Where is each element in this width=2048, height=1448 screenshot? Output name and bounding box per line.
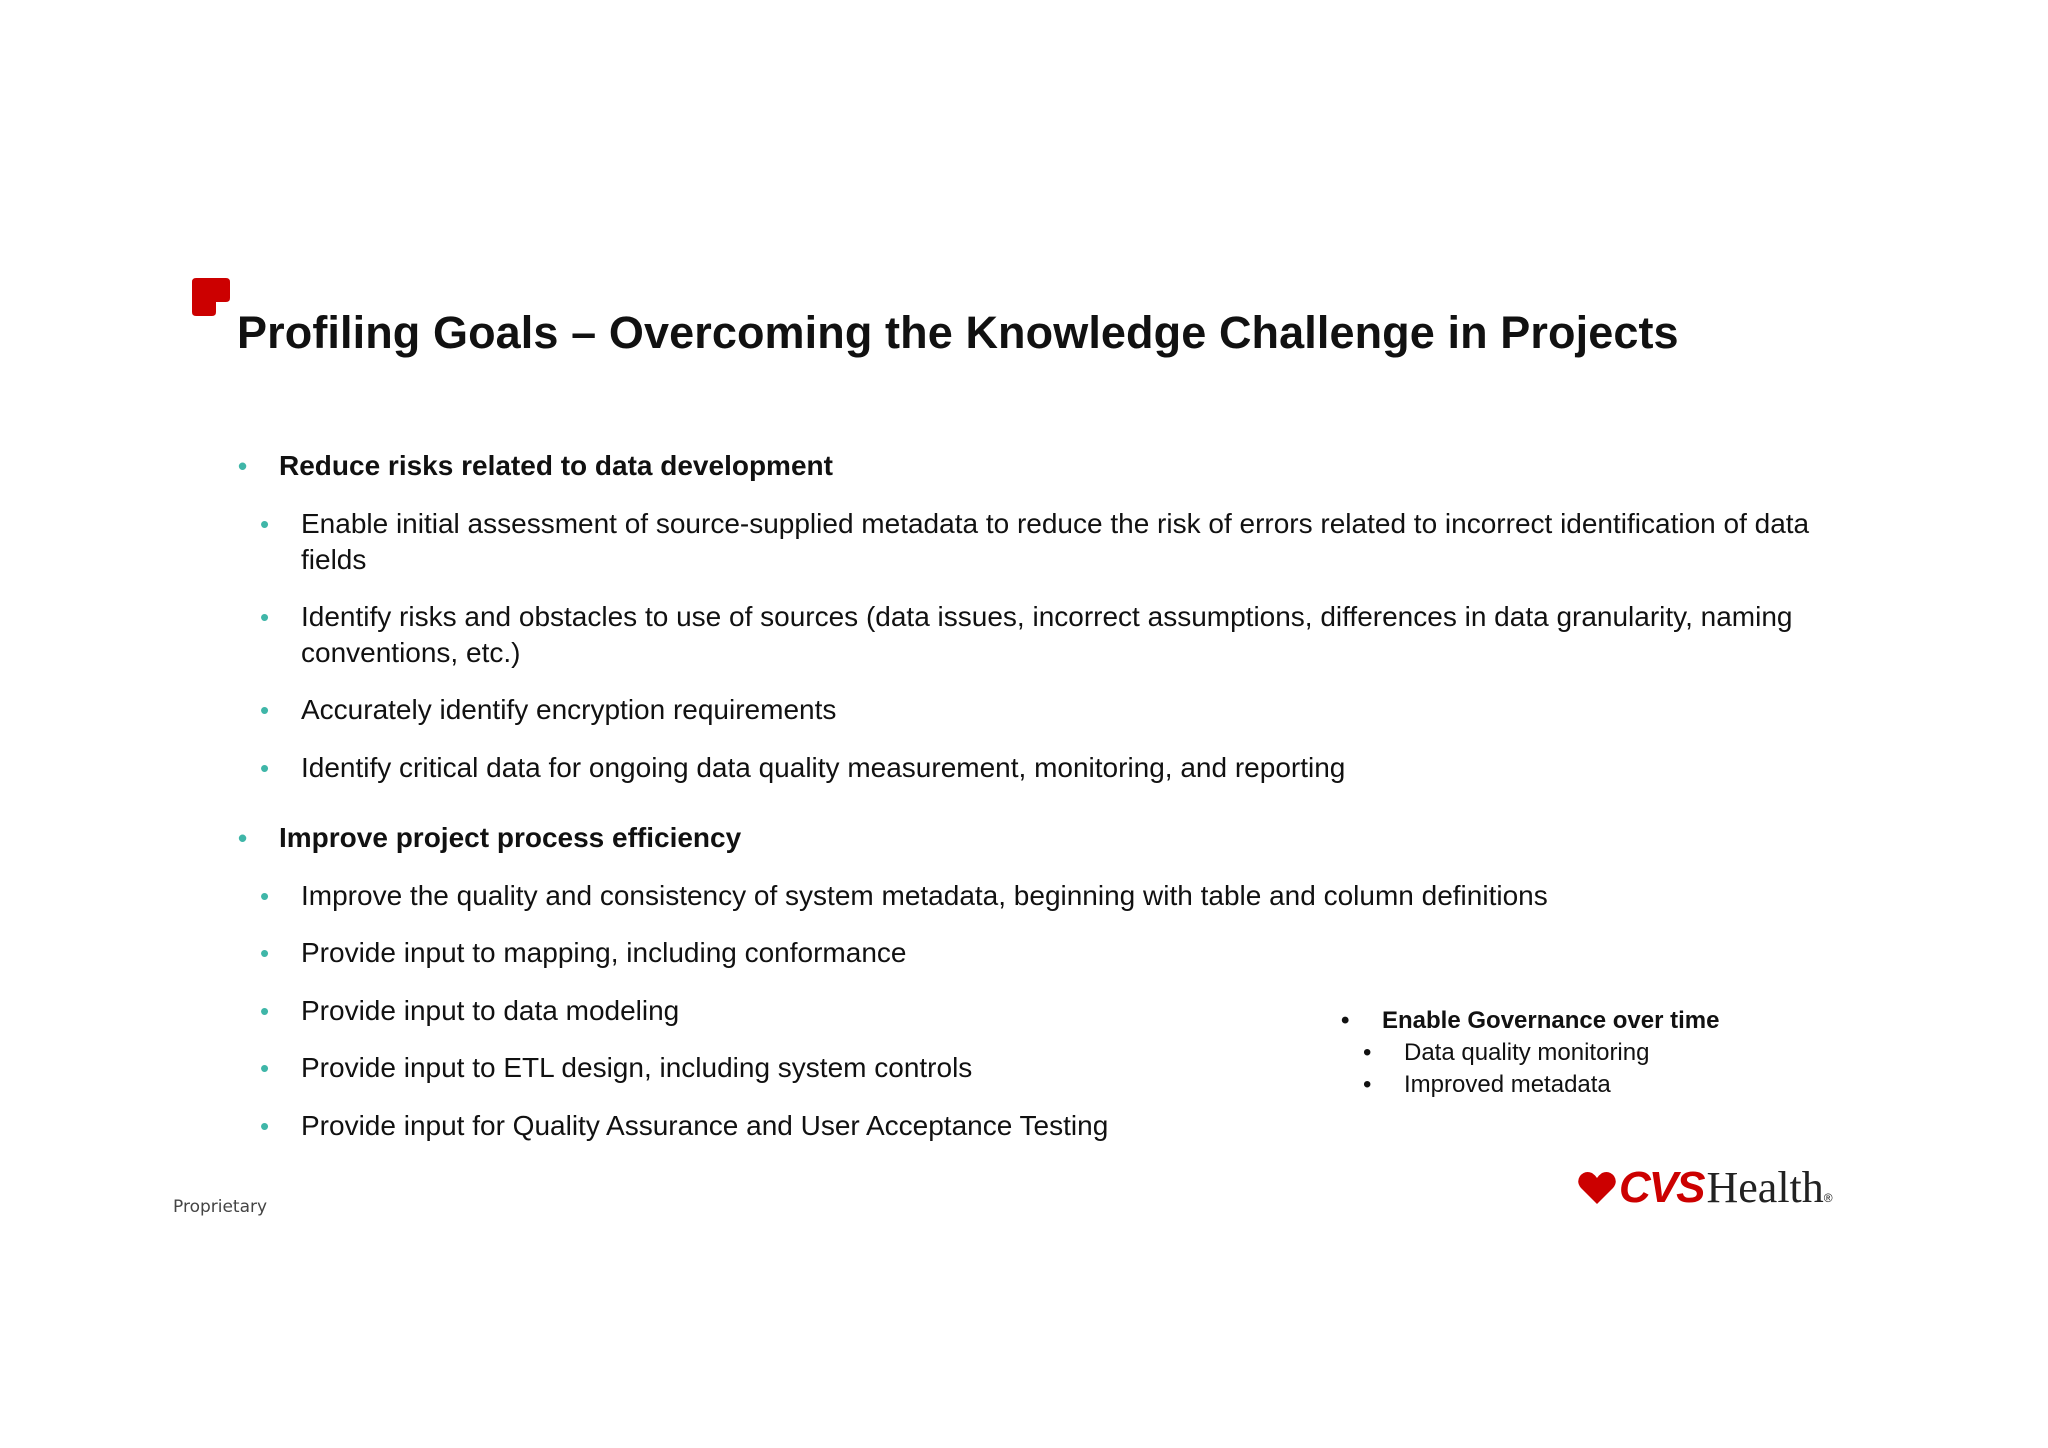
page-title: Profiling Goals – Overcoming the Knowledge Challenge in Projects	[237, 307, 1679, 358]
bullet-icon: •	[1341, 1007, 1350, 1034]
governance-item-text: Data quality monitoring	[1404, 1039, 1650, 1066]
governance-heading-text: Enable Governance over time	[1382, 1007, 1720, 1034]
cvs-health-logo	[1578, 1162, 1833, 1213]
list-item	[260, 599, 1821, 671]
footer-label: Proprietary	[173, 1197, 268, 1217]
bullet-icon: •	[260, 602, 270, 632]
bullet-icon: •	[260, 1111, 270, 1141]
list-item-text: Enable initial assessment of source-supplied metadata to reduce the risk of errors related to incorrect identification of data fields	[301, 508, 1810, 575]
governance-item	[1363, 1037, 1650, 1068]
bullet-icon: •	[260, 1053, 270, 1083]
bullet-icon: •	[260, 753, 270, 783]
corner-brand-mark	[192, 278, 230, 316]
list-item	[260, 878, 1821, 914]
list-item-text: Identify risks and obstacles to use of sources (data issues, incorrect assumptions, differences in data granularity, naming conventions, etc.)	[301, 601, 1793, 668]
list-item-text: Improve the quality and consistency of system metadata, beginning with table and column definitions	[301, 880, 1548, 911]
list-item	[260, 692, 1821, 728]
list-item-text: Identify critical data for ongoing data quality measurement, monitoring, and reporting	[301, 752, 1346, 783]
bullet-icon: •	[238, 451, 248, 481]
section-heading-text: Improve project process efficiency	[279, 822, 742, 853]
list-item	[260, 750, 1821, 786]
bullet-icon: •	[1363, 1039, 1372, 1066]
section-heading-text: Reduce risks related to data development	[279, 450, 833, 481]
logo-cvs-text: CVS	[1619, 1162, 1704, 1212]
list-item-text: Provide input to ETL design, including system controls	[301, 1052, 973, 1083]
list-item	[260, 506, 1821, 578]
section-heading-risks	[238, 448, 833, 484]
list-item-text: Provide input for Quality Assurance and User Acceptance Testing	[301, 1110, 1109, 1141]
bullet-icon: •	[260, 881, 270, 911]
heart-icon	[1578, 1171, 1616, 1205]
logo-health-text: Health	[1706, 1163, 1824, 1212]
list-item	[260, 1108, 1821, 1144]
bullet-icon: •	[260, 695, 270, 725]
section-heading-efficiency	[238, 820, 742, 856]
governance-heading	[1341, 1005, 1720, 1036]
bullet-icon: •	[260, 938, 270, 968]
list-item-text: Provide input to mapping, including conformance	[301, 937, 907, 968]
list-item-text: Provide input to data modeling	[301, 995, 680, 1026]
governance-item-text: Improved metadata	[1404, 1071, 1611, 1098]
registered-mark: ®	[1823, 1191, 1833, 1205]
bullet-icon: •	[260, 509, 270, 539]
bullet-icon: •	[238, 823, 248, 853]
list-item-text: Accurately identify encryption requirements	[301, 694, 837, 725]
bullet-icon: •	[1363, 1071, 1372, 1098]
governance-item	[1363, 1069, 1611, 1100]
list-item	[260, 935, 1821, 971]
bullet-icon: •	[260, 996, 270, 1026]
